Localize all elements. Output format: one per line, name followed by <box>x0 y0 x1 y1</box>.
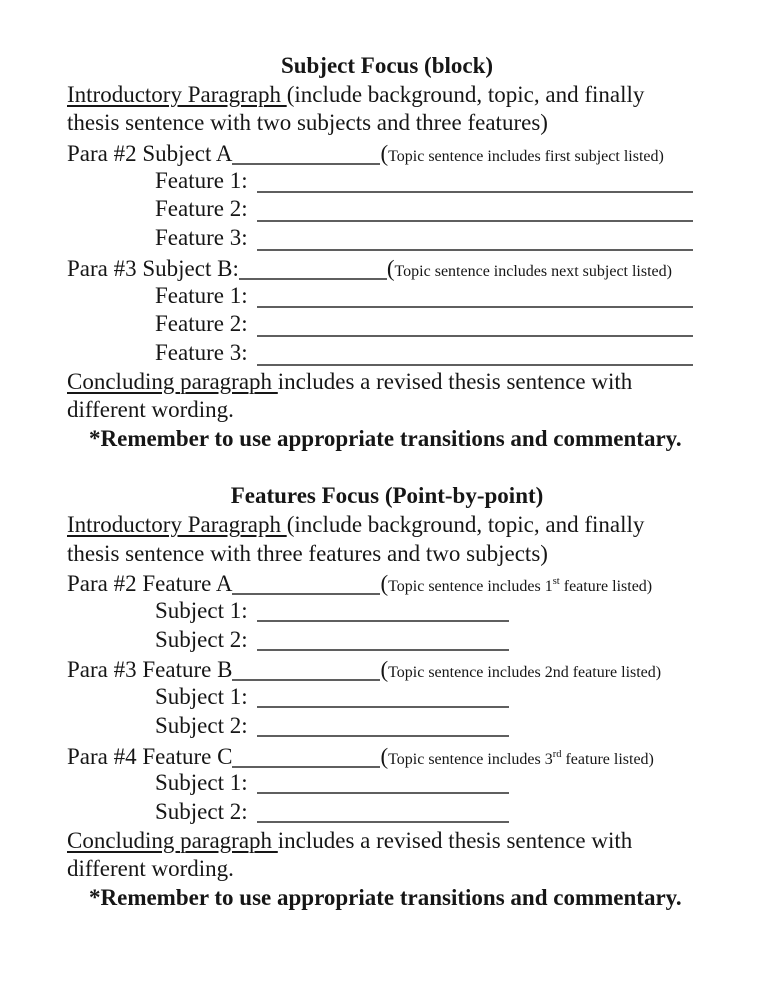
concluding-line <box>67 827 707 856</box>
para-label: Para #2 Subject A <box>67 141 233 167</box>
blank-line <box>257 220 693 222</box>
intro-rest-text: (include background, topic, and finally <box>286 81 645 107</box>
blank-line <box>257 249 693 251</box>
blank-line <box>232 581 380 595</box>
reminder-note: *Remember to use appropriate transitions and commentary. <box>89 884 682 910</box>
feature-2-row <box>67 195 707 224</box>
blank-line <box>257 335 693 337</box>
topic-sentence-note: Topic sentence includes first subject listed) <box>388 148 664 166</box>
blank-line <box>232 151 380 165</box>
topic-sentence-note: Topic sentence includes 1st feature listed) <box>388 576 653 596</box>
topic-sentence-note: Topic sentence includes 3rd feature listed) <box>388 748 654 768</box>
para-label: Para #2 Feature A <box>67 571 233 597</box>
section-features-focus <box>67 482 707 912</box>
para-2-feature-a-row <box>67 568 707 597</box>
field-label: Feature 1: <box>155 167 248 193</box>
feature-1-row <box>67 167 707 196</box>
field-label: Subject 2: <box>155 712 248 738</box>
subject-2-row <box>67 798 707 827</box>
paren-open: ( <box>380 571 389 597</box>
blank-line <box>232 667 380 681</box>
section-spacer <box>67 454 707 483</box>
concluding-underlined-heading: Concluding paragraph <box>67 368 278 394</box>
para-3-feature-b-row <box>67 654 707 683</box>
section-title-features-focus: Features Focus (Point-by-point) <box>230 483 544 509</box>
field-label: Feature 2: <box>155 196 248 222</box>
subject-1-row <box>67 597 707 626</box>
section-title-subject-focus: Subject Focus (block) <box>280 53 494 78</box>
feature-3-row <box>67 224 707 253</box>
intro-wrap-line: thesis sentence with two subjects and three features) <box>67 110 548 136</box>
reminder-note: *Remember to use appropriate transitions and commentary. <box>89 425 682 451</box>
topic-sentence-note: Topic sentence includes next subject listed) <box>394 262 672 280</box>
concluding-underlined-heading: Concluding paragraph <box>67 827 278 853</box>
feature-2-row <box>67 310 707 339</box>
field-label: Subject 1: <box>155 598 248 624</box>
field-label: Feature 3: <box>155 225 248 251</box>
paren-open: ( <box>380 657 389 683</box>
concluding-line <box>67 368 707 397</box>
intro-rest-text: (include background, topic, and finally <box>286 512 645 537</box>
blank-line <box>257 723 509 737</box>
subject-1-row <box>67 683 707 712</box>
para-label: Para #3 Feature B <box>67 657 233 683</box>
concluding-wrap-line: different wording. <box>67 856 234 882</box>
ordinal-superscript: st <box>552 576 560 588</box>
concluding-rest-text: includes a revised thesis sentence with <box>277 827 633 853</box>
subject-1-row <box>67 769 707 798</box>
para-label: Para #3 Subject B: <box>67 255 239 281</box>
intro-underlined-heading: Introductory Paragraph <box>67 81 287 107</box>
blank-line <box>232 754 380 768</box>
ordinal-superscript: rd <box>552 748 562 760</box>
feature-3-row <box>67 339 707 368</box>
blank-line <box>257 637 509 651</box>
blank-line <box>257 780 509 794</box>
topic-sentence-note: Topic sentence includes 2nd feature listed) <box>388 664 662 682</box>
field-label: Feature 1: <box>155 282 248 308</box>
intro-line <box>67 81 707 110</box>
blank-line <box>257 608 509 622</box>
blank-line <box>257 306 693 308</box>
paren-open: ( <box>386 255 395 281</box>
blank-line <box>257 694 509 708</box>
section-subject-focus <box>67 52 707 454</box>
blank-line <box>239 266 387 280</box>
intro-wrap-line: thesis sentence with three features and two subjects) <box>67 540 548 566</box>
field-label: Subject 2: <box>155 798 248 824</box>
para-4-feature-c-row <box>67 741 707 770</box>
field-label: Feature 3: <box>155 339 248 365</box>
para-2-subject-a-row <box>67 138 707 167</box>
field-label: Subject 1: <box>155 770 248 796</box>
worksheet-content <box>67 52 707 913</box>
blank-line <box>257 364 693 366</box>
concluding-wrap-line: different wording. <box>67 397 234 423</box>
para-label: Para #4 Feature C <box>67 743 233 769</box>
field-label: Subject 1: <box>155 684 248 710</box>
field-label: Feature 2: <box>155 311 248 337</box>
concluding-rest-text: includes a revised thesis sentence with <box>277 368 633 394</box>
intro-line <box>67 511 707 540</box>
blank-line <box>257 809 509 823</box>
blank-line <box>257 191 693 193</box>
paren-open: ( <box>380 141 389 167</box>
feature-1-row <box>67 282 707 311</box>
subject-2-row <box>67 712 707 741</box>
intro-underlined-heading: Introductory Paragraph <box>67 512 287 537</box>
field-label: Subject 2: <box>155 626 248 652</box>
para-3-subject-b-row <box>67 253 707 282</box>
subject-2-row <box>67 626 707 655</box>
paren-open: ( <box>380 743 389 769</box>
